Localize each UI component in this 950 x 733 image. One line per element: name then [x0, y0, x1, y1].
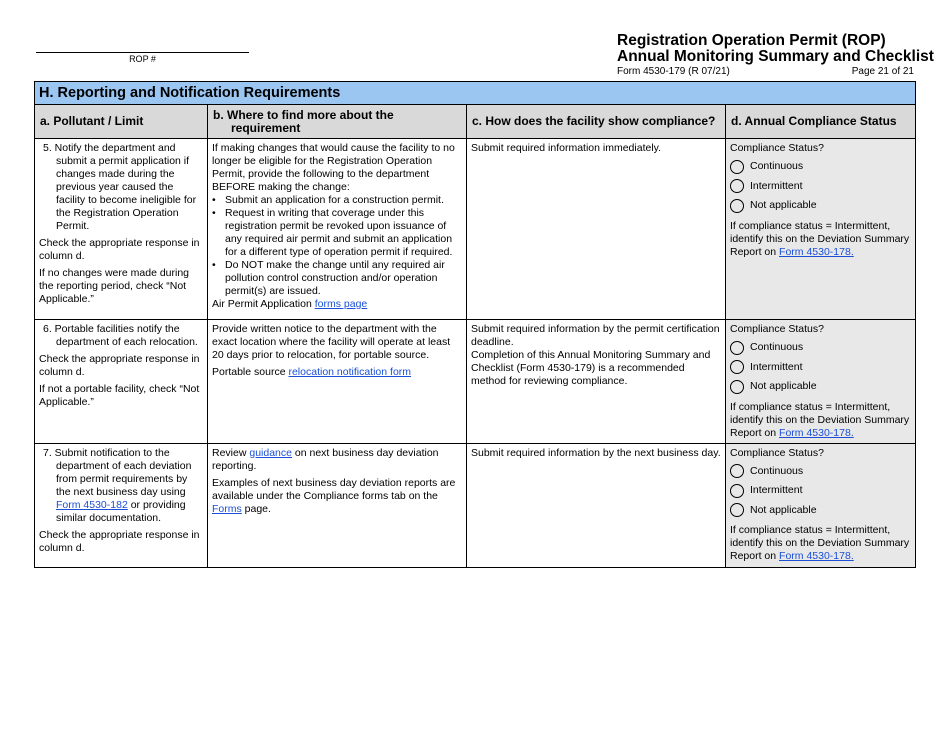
table-row: [35, 443, 916, 567]
column-header-b: b. Where to find more about the requirement: [208, 105, 467, 139]
radio-circle-icon[interactable]: [730, 360, 744, 374]
compliance-status-cell: Compliance Status? Continuous Intermittent Not applicable If compliance status = Intermittent, identify this on the Deviation Summary Report on Form 4530-178.: [726, 139, 916, 320]
status-intermittent-radio[interactable]: Intermittent: [730, 358, 911, 378]
radio-circle-icon[interactable]: [730, 341, 744, 355]
form-number: Form 4530-179 (R 07/21): [617, 66, 730, 77]
list-item: • Do NOT make the change until any required air pollution control construction and/or operation permit(s) are issued.: [212, 259, 445, 297]
compliance-method-cell: Submit required information immediately.: [467, 139, 726, 320]
requirement-info-cell: Provide written notice to the department with the exact location where the facility will operate at least 20 days prior to relocation, for portable source. Portable source relocation notification form: [208, 320, 467, 444]
radio-circle-icon[interactable]: [730, 179, 744, 193]
requirement-info-cell: If making changes that would cause the facility to no longer be eligible for the Registration Operation Permit, provide the following to the department BEFORE making the change: • Submit an application for a construction permit. • Request in writing that coverage under this registration permit be revoked upon issuance of any required air permit and submit an application for a different type of operation permit if required. • Do NOT make the change until any required air pollution control construction and/or operation permit(s) are issued. Air Permit Application forms page: [208, 139, 467, 320]
form-4530-178-link[interactable]: Form 4530-178.: [779, 550, 854, 562]
form-4530-182-link[interactable]: Form 4530-182: [56, 498, 128, 511]
status-intermittent-radio[interactable]: Intermittent: [730, 481, 911, 501]
radio-circle-icon[interactable]: [730, 199, 744, 213]
form-4530-178-link[interactable]: Form 4530-178.: [779, 245, 854, 258]
pollutant-limit-cell: 6. Portable facilities notify the department of each relocation. Check the appropriate response in column d. If not a portable facility, check “Not Applicable.”: [35, 320, 208, 444]
column-header-c: c. How does the facility show compliance?: [467, 105, 726, 139]
radio-circle-icon[interactable]: [730, 484, 744, 498]
radio-circle-icon[interactable]: [730, 464, 744, 478]
status-not-applicable-radio[interactable]: Not applicable: [730, 377, 911, 397]
form-4530-178-link[interactable]: Form 4530-178.: [779, 426, 854, 439]
radio-circle-icon[interactable]: [730, 503, 744, 517]
table-row: [35, 320, 916, 444]
title-line-1: Registration Operation Permit (ROP): [617, 32, 886, 49]
compliance-status-cell: Compliance Status? Continuous Intermittent Not applicable If compliance status = Intermittent, identify this on the Deviation Summary Report on Form 4530-178.: [726, 443, 916, 567]
radio-circle-icon[interactable]: [730, 160, 744, 174]
list-item: • Submit an application for a construction permit.: [212, 194, 444, 206]
requirement-info-cell: Review guidance on next business day deviation reporting. Examples of next business day deviation reports are available under the Compliance forms tab on the Forms page.: [208, 443, 467, 567]
page-title: [617, 33, 934, 65]
pollutant-limit-cell: 5. Notify the department and submit a permit application if changes made during the previous year caused the facility to become ineligible for the Registration Operation Permit. Check the appropriate response in column d. If no changes were made during the reporting period, check “Not Applicable.”: [35, 139, 208, 320]
status-continuous-radio[interactable]: Continuous: [730, 462, 911, 482]
pollutant-limit-cell: 7. Submit notification to the department of each deviation from permit requirements by the next business day using Form 4530-182 or providing similar documentation. Check the appropriate response in column d.: [35, 443, 208, 567]
status-not-applicable-radio[interactable]: Not applicable: [730, 501, 911, 521]
page-number: Page 21 of 21: [851, 66, 914, 77]
relocation-notification-form-link[interactable]: relocation notification form: [288, 366, 412, 378]
table-row: [35, 139, 916, 320]
radio-circle-icon[interactable]: [730, 380, 744, 394]
status-not-applicable-radio[interactable]: Not applicable: [730, 196, 911, 216]
rop-number-line[interactable]: [36, 52, 249, 53]
title-line-2: Annual Monitoring Summary and Checklist: [617, 48, 934, 65]
section-title: H. Reporting and Notification Requirements: [35, 82, 916, 105]
guidance-link[interactable]: guidance: [249, 446, 292, 459]
column-header-a: a. Pollutant / Limit: [35, 105, 208, 139]
status-continuous-radio[interactable]: Continuous: [730, 157, 911, 177]
compliance-status-cell: Compliance Status? Continuous Intermittent Not applicable If compliance status = Intermittent, identify this on the Deviation Summary Report on Form 4530-178.: [726, 320, 916, 444]
compliance-method-cell: Submit required information by the permit certification deadline. Completion of this Annual Monitoring Summary and Checklist (Form 4530-179) is a recommended method for reviewing compliance.: [467, 320, 726, 444]
status-intermittent-radio[interactable]: Intermittent: [730, 177, 911, 197]
forms-page-link[interactable]: forms page: [314, 298, 368, 310]
requirement-bullet-list: [212, 194, 462, 298]
column-header-d: d. Annual Compliance Status: [726, 105, 916, 139]
list-item: • Request in writing that coverage under this registration permit be revoked upon issuance of any required air permit and submit an application for a different type of operation permit if required.: [212, 207, 453, 258]
status-continuous-radio[interactable]: Continuous: [730, 338, 911, 358]
rop-number-label: ROP #: [129, 54, 156, 64]
requirements-table: [34, 81, 916, 568]
compliance-method-cell: Submit required information by the next business day.: [467, 443, 726, 567]
forms-link[interactable]: Forms: [212, 502, 242, 515]
